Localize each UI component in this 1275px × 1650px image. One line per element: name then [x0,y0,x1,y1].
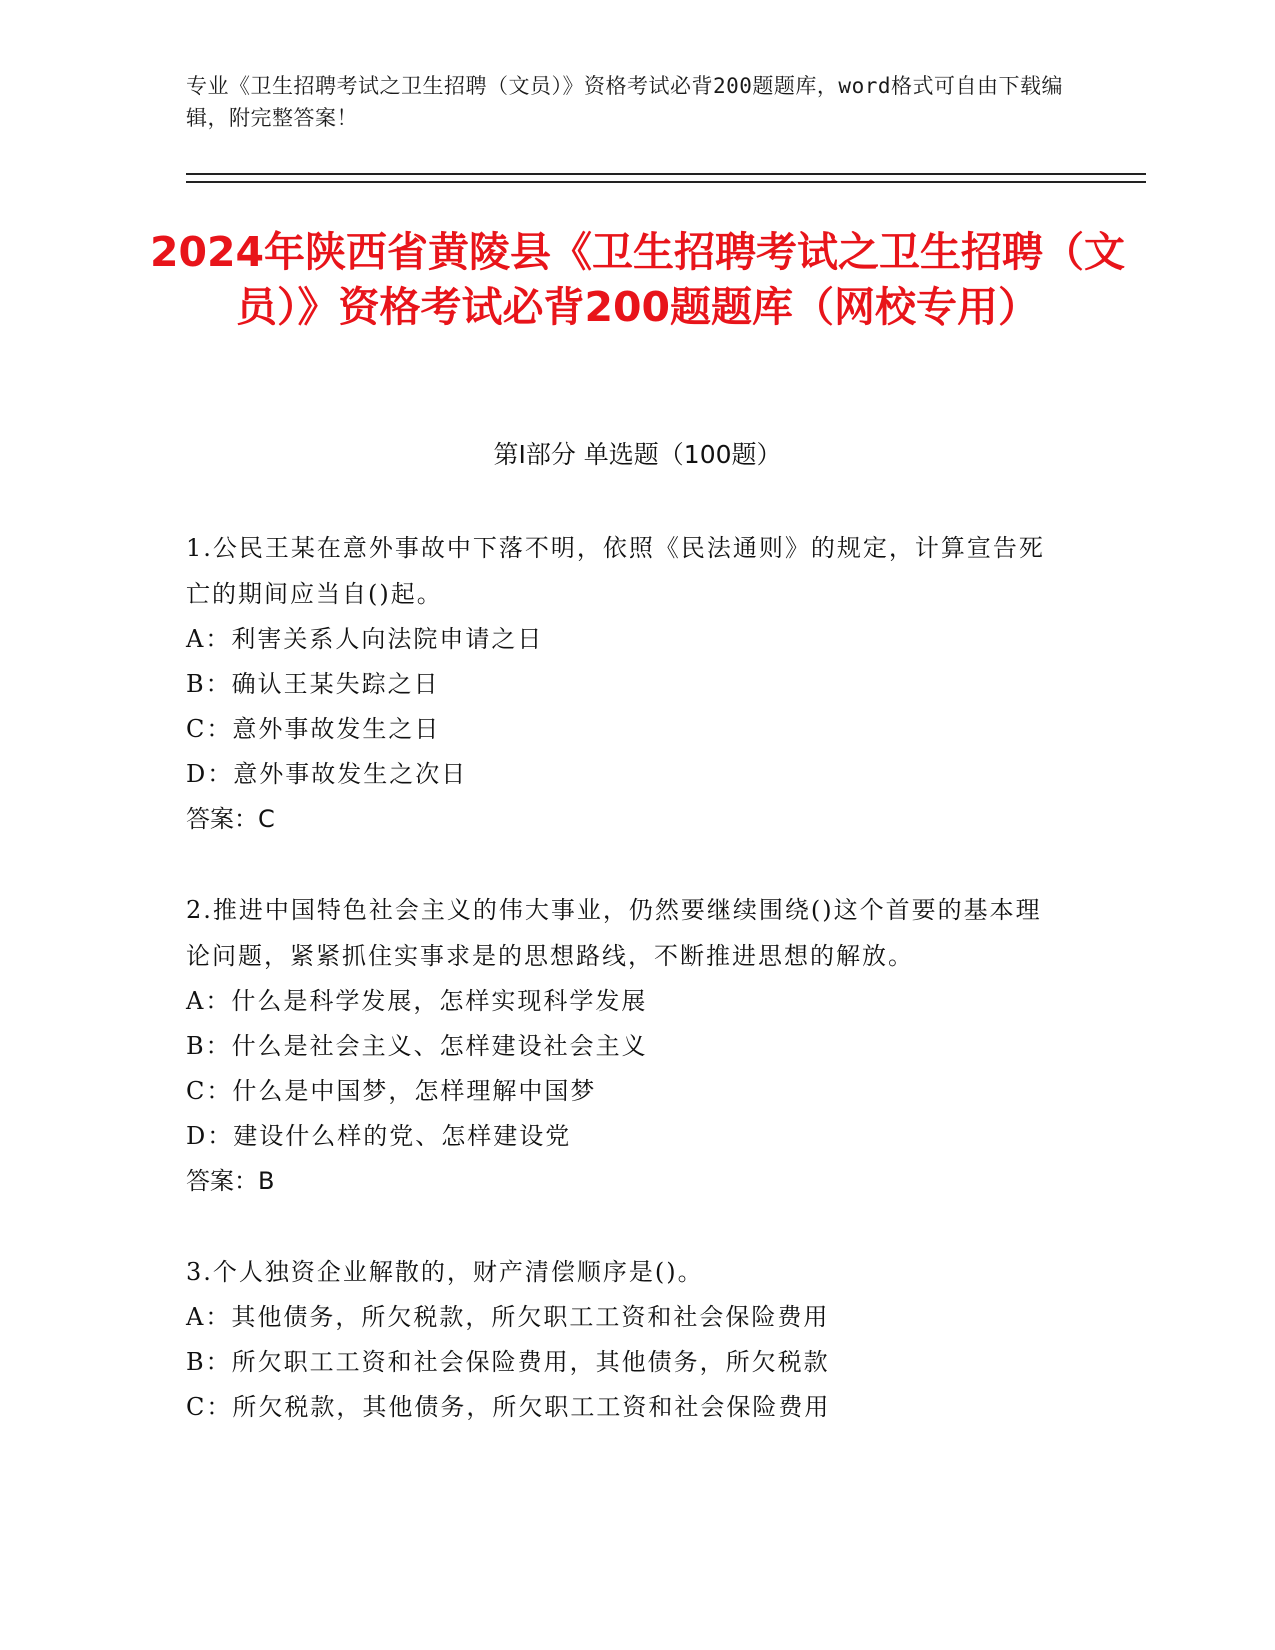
question-stem: 1.公民王某在意外事故中下落不明，依照《民法通则》的规定，计算宣告死亡的期间应当自()起。 [186,534,1045,608]
question-list [186,525,1066,1475]
option-a: A：其他债务，所欠税款，所欠职工工资和社会保险费用 [186,1303,830,1331]
question-2 [186,887,1066,1204]
option-c: C：什么是中国梦，怎样理解中国梦 [186,1077,597,1105]
question-stem: 2.推进中国特色社会主义的伟大事业，仍然要继续围绕()这个首要的基本理论问题，紧紧抓住实事求是的思想路线，不断推进思想的解放。 [186,896,1042,970]
section-heading: 第I部分 单选题（100题） [493,440,782,469]
header-note: 专业《卫生招聘考试之卫生招聘（文员）》资格考试必背200题题库，word格式可自由下载编辑，附完整答案！ [186,74,1063,130]
question-3 [186,1249,1066,1430]
header-divider-bottom [186,181,1146,183]
answer: 答案：C [186,805,275,833]
option-b: B：确认王某失踪之日 [186,670,440,698]
option-c: C：所欠税款，其他债务，所欠职工工资和社会保险费用 [186,1393,831,1421]
answer: 答案：B [186,1167,275,1195]
question-1 [186,525,1066,842]
option-d: D：意外事故发生之次日 [186,760,468,788]
option-b: B：所欠职工工资和社会保险费用，其他债务，所欠税款 [186,1348,830,1376]
option-a: A：什么是科学发展，怎样实现科学发展 [186,987,648,1015]
option-a: A：利害关系人向法院申请之日 [186,625,544,653]
option-b: B：什么是社会主义、怎样建设社会主义 [186,1032,648,1060]
question-stem: 3.个人独资企业解散的，财产清偿顺序是()。 [186,1258,704,1286]
header-divider-top [186,173,1146,175]
option-d: D：建设什么样的党、怎样建设党 [186,1122,572,1150]
option-c: C：意外事故发生之日 [186,715,441,743]
document-title: 2024年陕西省黄陵县《卫生招聘考试之卫生招聘（文员）》资格考试必背200题题库（网校专用） [149,228,1126,331]
